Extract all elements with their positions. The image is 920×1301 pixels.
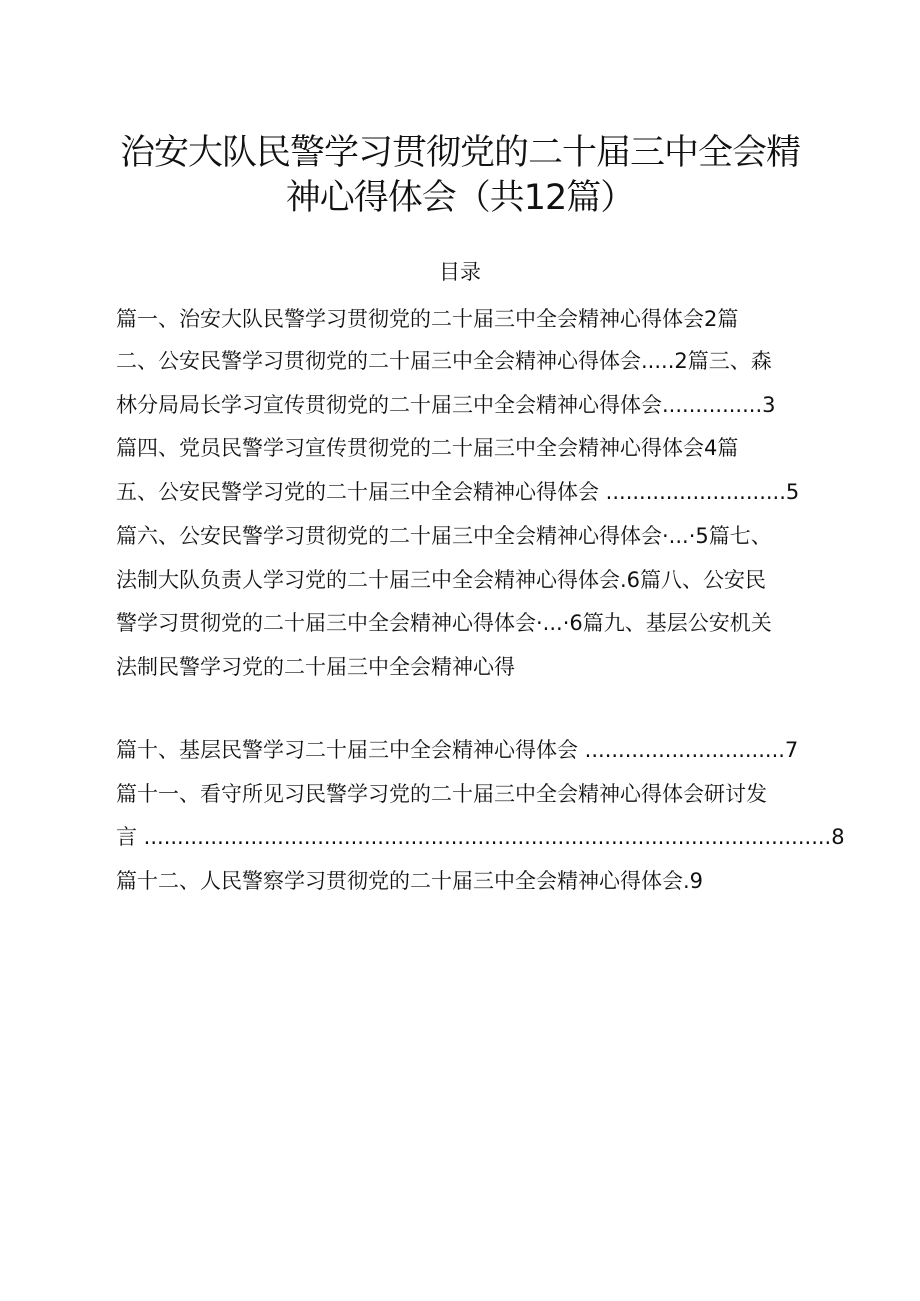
- toc-line-1[interactable]: 篇一、治安大队民警学习贯彻党的二十届三中全会精神心得体会2篇: [116, 307, 739, 331]
- toc-line-6[interactable]: 篇六、公安民警学习贯彻党的二十届三中全会精神心得体会·...·5篇七、: [116, 524, 772, 548]
- toc-line-5[interactable]: 五、公安民警学习党的二十届三中全会精神心得体会 ...........................5: [116, 480, 800, 504]
- toc-line-4[interactable]: 篇四、党员民警学习宣传贯彻党的二十届三中全会精神心得体会4篇: [116, 436, 739, 460]
- document-title-line-1: 治安大队民警学习贯彻党的二十届三中全会精: [119, 133, 800, 173]
- toc-line-12[interactable]: 言 .......................................................................................................8: [116, 825, 845, 849]
- document-title-line-2: 神心得体会（共12篇）: [285, 178, 635, 218]
- toc-line-13[interactable]: 篇十二、人民警察学习贯彻党的二十届三中全会精神心得体会.9: [116, 869, 704, 893]
- toc-line-2[interactable]: 二、公安民警学习贯彻党的二十届三中全会精神心得体会.....2篇三、森: [116, 349, 772, 373]
- toc-heading: 目录: [439, 260, 481, 284]
- toc-line-11[interactable]: 篇十一、看守所见习民警学习党的二十届三中全会精神心得体会研讨发: [116, 782, 767, 806]
- toc-line-7[interactable]: 法制大队负责人学习党的二十届三中全会精神心得体会.6篇八、公安民: [116, 568, 767, 592]
- toc-line-9[interactable]: 法制民警学习党的二十届三中全会精神心得: [116, 655, 515, 679]
- toc-line-8[interactable]: 警学习贯彻党的二十届三中全会精神心得体会·...·6篇九、基层公安机关: [116, 611, 772, 635]
- toc-line-3[interactable]: 林分局局长学习宣传贯彻党的二十届三中全会精神心得体会...............3: [116, 393, 776, 417]
- toc-line-10[interactable]: 篇十、基层民警学习二十届三中全会精神心得体会 ..............................7: [116, 738, 799, 762]
